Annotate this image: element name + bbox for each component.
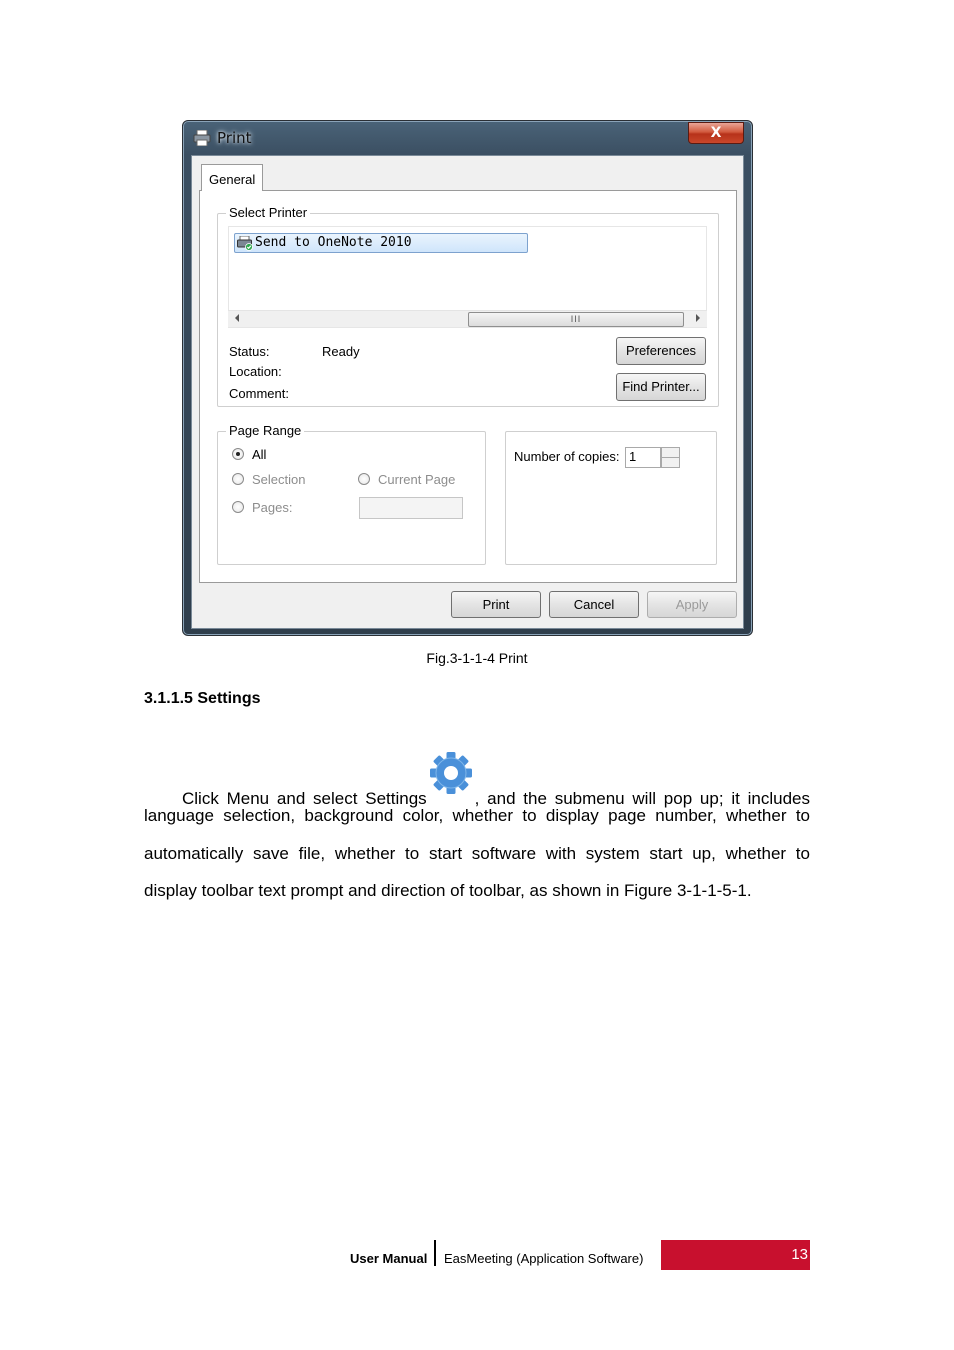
radio-all[interactable] — [232, 448, 244, 460]
paragraph-line-3: automatically save file, whether to start software with system start up, whether to — [144, 844, 810, 863]
line1-after: , and the submenu will pop up; it includes — [474, 789, 810, 808]
radio-all-label: All — [252, 447, 267, 462]
find-printer-button[interactable]: Find Printer... — [616, 373, 706, 401]
general-tab-panel — [199, 190, 737, 583]
radio-pages[interactable] — [232, 501, 244, 513]
radio-selection[interactable] — [232, 473, 244, 485]
printer-name: Send to OneNote 2010 — [255, 235, 412, 250]
section-heading: 3.1.1.5 Settings — [144, 690, 261, 707]
onenote-printer-icon — [237, 236, 253, 251]
line1-before: Click Menu and select Settings — [182, 789, 427, 808]
close-button[interactable]: X — [688, 122, 744, 144]
select-printer-label: Select Printer — [226, 205, 310, 220]
comment-label: Comment: — [229, 386, 289, 401]
printer-item-onenote[interactable] — [234, 233, 528, 253]
apply-button[interactable]: Apply — [647, 591, 737, 618]
status-label: Status: — [229, 344, 270, 359]
dialog-title: Print — [217, 129, 252, 147]
preferences-button[interactable]: Preferences — [616, 337, 706, 365]
page-number: 13 — [791, 1246, 808, 1263]
copies-label: Number of copies: — [514, 449, 620, 464]
settings-gear-icon — [428, 750, 474, 796]
copies-spinner[interactable] — [661, 447, 680, 468]
print-dialog-screenshot — [182, 120, 753, 636]
scroll-right-arrow-icon[interactable] — [696, 314, 700, 322]
page-number-badge — [661, 1240, 810, 1270]
paragraph-line-2: language selection, background color, whether to display page number, whether to — [144, 806, 810, 825]
select-printer-group — [217, 205, 719, 407]
printer-list-scrollbar[interactable] — [228, 310, 707, 327]
copies-value: 1 — [629, 449, 637, 464]
footer-user-manual: User Manual — [350, 1251, 428, 1266]
page-range-group — [217, 423, 486, 565]
copies-group — [505, 431, 717, 565]
dialog-client-area — [191, 155, 744, 629]
radio-selection-label: Selection — [252, 472, 306, 487]
figure-caption: Fig.3-1-1-4 Print — [426, 650, 528, 666]
paragraph-line-1 — [144, 764, 810, 810]
footer-product-name: EasMeeting (Application Software) — [444, 1251, 644, 1266]
dialog-titlebar — [183, 121, 752, 155]
printer-icon — [193, 130, 211, 146]
radio-current-page-label: Current Page — [378, 472, 456, 487]
pages-input[interactable] — [359, 497, 463, 519]
scroll-left-arrow-icon[interactable] — [235, 314, 239, 322]
location-label: Location: — [229, 364, 282, 379]
print-button[interactable]: Print — [451, 591, 541, 618]
cancel-button[interactable]: Cancel — [549, 591, 639, 618]
radio-pages-label: Pages: — [252, 500, 293, 515]
page-range-label: Page Range — [226, 423, 304, 438]
copies-input[interactable] — [625, 447, 661, 468]
status-value: Ready — [322, 344, 360, 359]
radio-current-page[interactable] — [358, 473, 370, 485]
footer-separator — [434, 1240, 436, 1266]
scrollbar-thumb[interactable]: III — [468, 312, 684, 327]
tab-general[interactable]: General — [201, 164, 263, 191]
paragraph-line-4: display toolbar text prompt and direction of toolbar, as shown in Figure 3-1-1-5-1. — [144, 881, 752, 900]
